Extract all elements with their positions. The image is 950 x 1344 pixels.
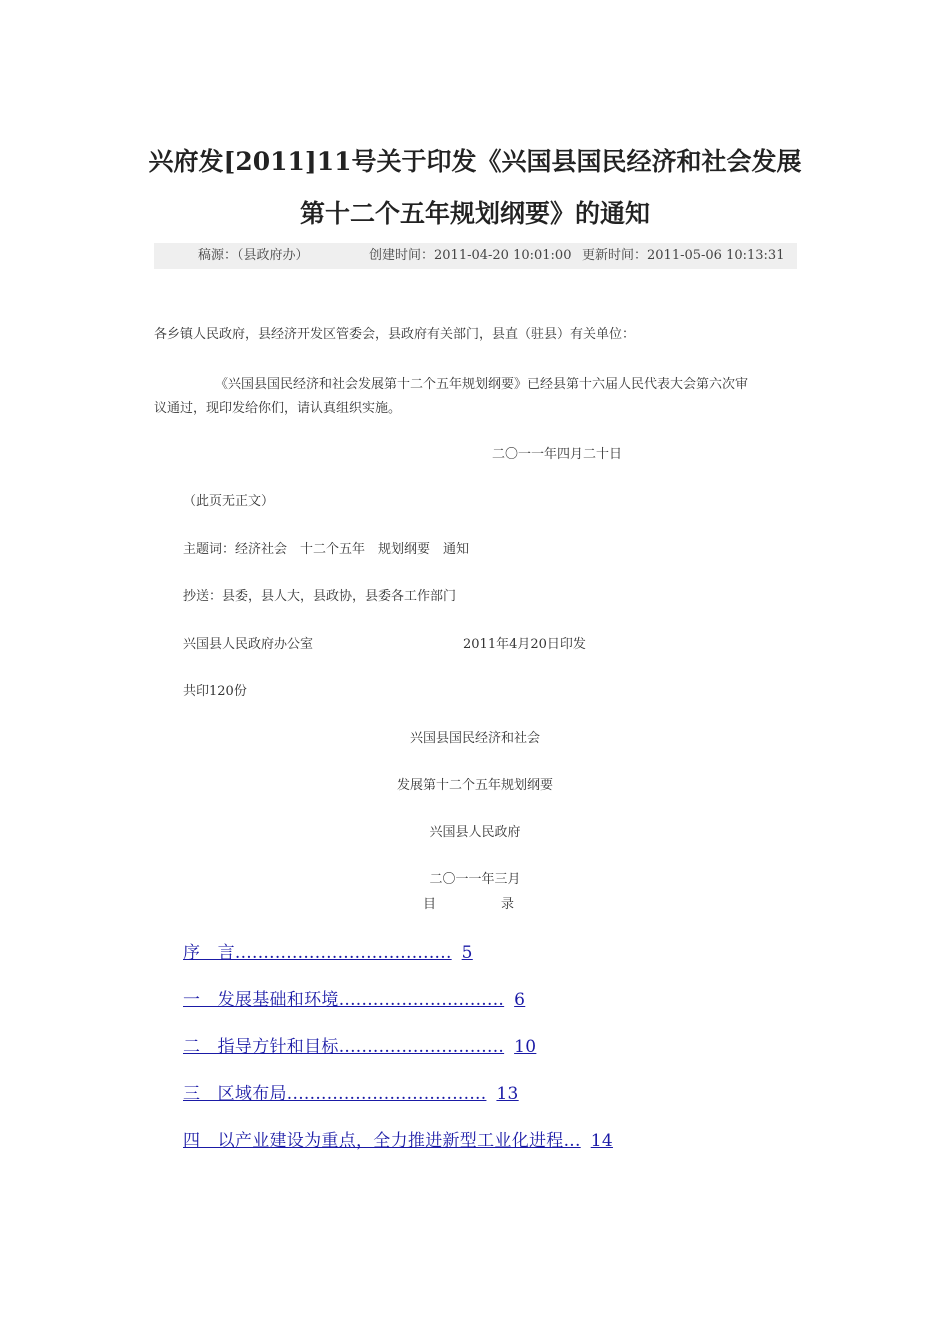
toc-label: 三 区域布局................................... xyxy=(183,1084,487,1104)
no-text-note: （此页无正文） xyxy=(183,494,275,509)
toc-link-chapter-4[interactable] xyxy=(183,1126,613,1151)
keywords: 主题词：经济社会 十二个五年 规划纲要 通知 xyxy=(183,542,470,557)
meta-created-time: 创建时间：2011-04-20 10:01:00 xyxy=(369,248,572,263)
toc-heading: 目 录 xyxy=(423,897,515,912)
meta-updated-time: 更新时间：2011-05-06 10:13:31 xyxy=(582,248,785,263)
cover-title-line-2: 发展第十二个五年规划纲要 xyxy=(396,778,553,793)
issue-date: 2011年4月20日印发 xyxy=(463,637,586,652)
meta-source: 稿源：（县政府办） xyxy=(198,248,309,263)
cover-author: 兴国县人民政府 xyxy=(429,825,521,840)
toc-page-number: 10 xyxy=(514,1037,537,1057)
signing-date: 二〇一一年四月二十日 xyxy=(492,447,623,462)
article-meta-bar xyxy=(154,243,797,269)
cover-date: 二〇一一年三月 xyxy=(429,872,521,887)
toc-label: 一 发展基础和环境............................. xyxy=(183,990,505,1010)
toc-link-chapter-1[interactable] xyxy=(183,985,525,1010)
toc-page-number: 13 xyxy=(496,1084,519,1104)
document-title-line-1: 兴府发[2011]11号关于印发《兴国县国民经济和社会发展 xyxy=(148,147,802,176)
toc-page-number: 6 xyxy=(514,990,526,1010)
toc-link-chapter-3[interactable] xyxy=(183,1079,519,1104)
cc-list: 抄送：县委，县人大，县政协，县委各工作部门 xyxy=(183,589,457,604)
toc-page-number: 5 xyxy=(461,943,473,963)
toc-link-preface[interactable] xyxy=(183,938,473,963)
addressee: 各乡镇人民政府，县经济开发区管委会，县政府有关部门，县直（驻县）有关单位： xyxy=(154,327,636,342)
toc-label: 序 言...................................... xyxy=(183,943,452,963)
toc-label: 二 指导方针和目标............................. xyxy=(183,1037,505,1057)
body-paragraph-line-1: 《兴国县国民经济和社会发展第十二个五年规划纲要》已经县第十六届人民代表大会第六次审 xyxy=(215,377,749,392)
document-title-line-2: 第十二个五年规划纲要》的通知 xyxy=(299,199,650,228)
toc-link-chapter-2[interactable] xyxy=(183,1032,536,1057)
toc-label: 四 以产业建设为重点，全力推进新型工业化进程... xyxy=(183,1131,581,1151)
issuer: 兴国县人民政府办公室 xyxy=(183,637,314,652)
toc-page-number: 14 xyxy=(590,1131,613,1151)
body-paragraph-line-2: 议通过，现印发给你们，请认真组织实施。 xyxy=(154,401,402,416)
copies-count: 共印120份 xyxy=(183,684,247,699)
cover-title-line-1: 兴国县国民经济和社会 xyxy=(409,731,540,746)
